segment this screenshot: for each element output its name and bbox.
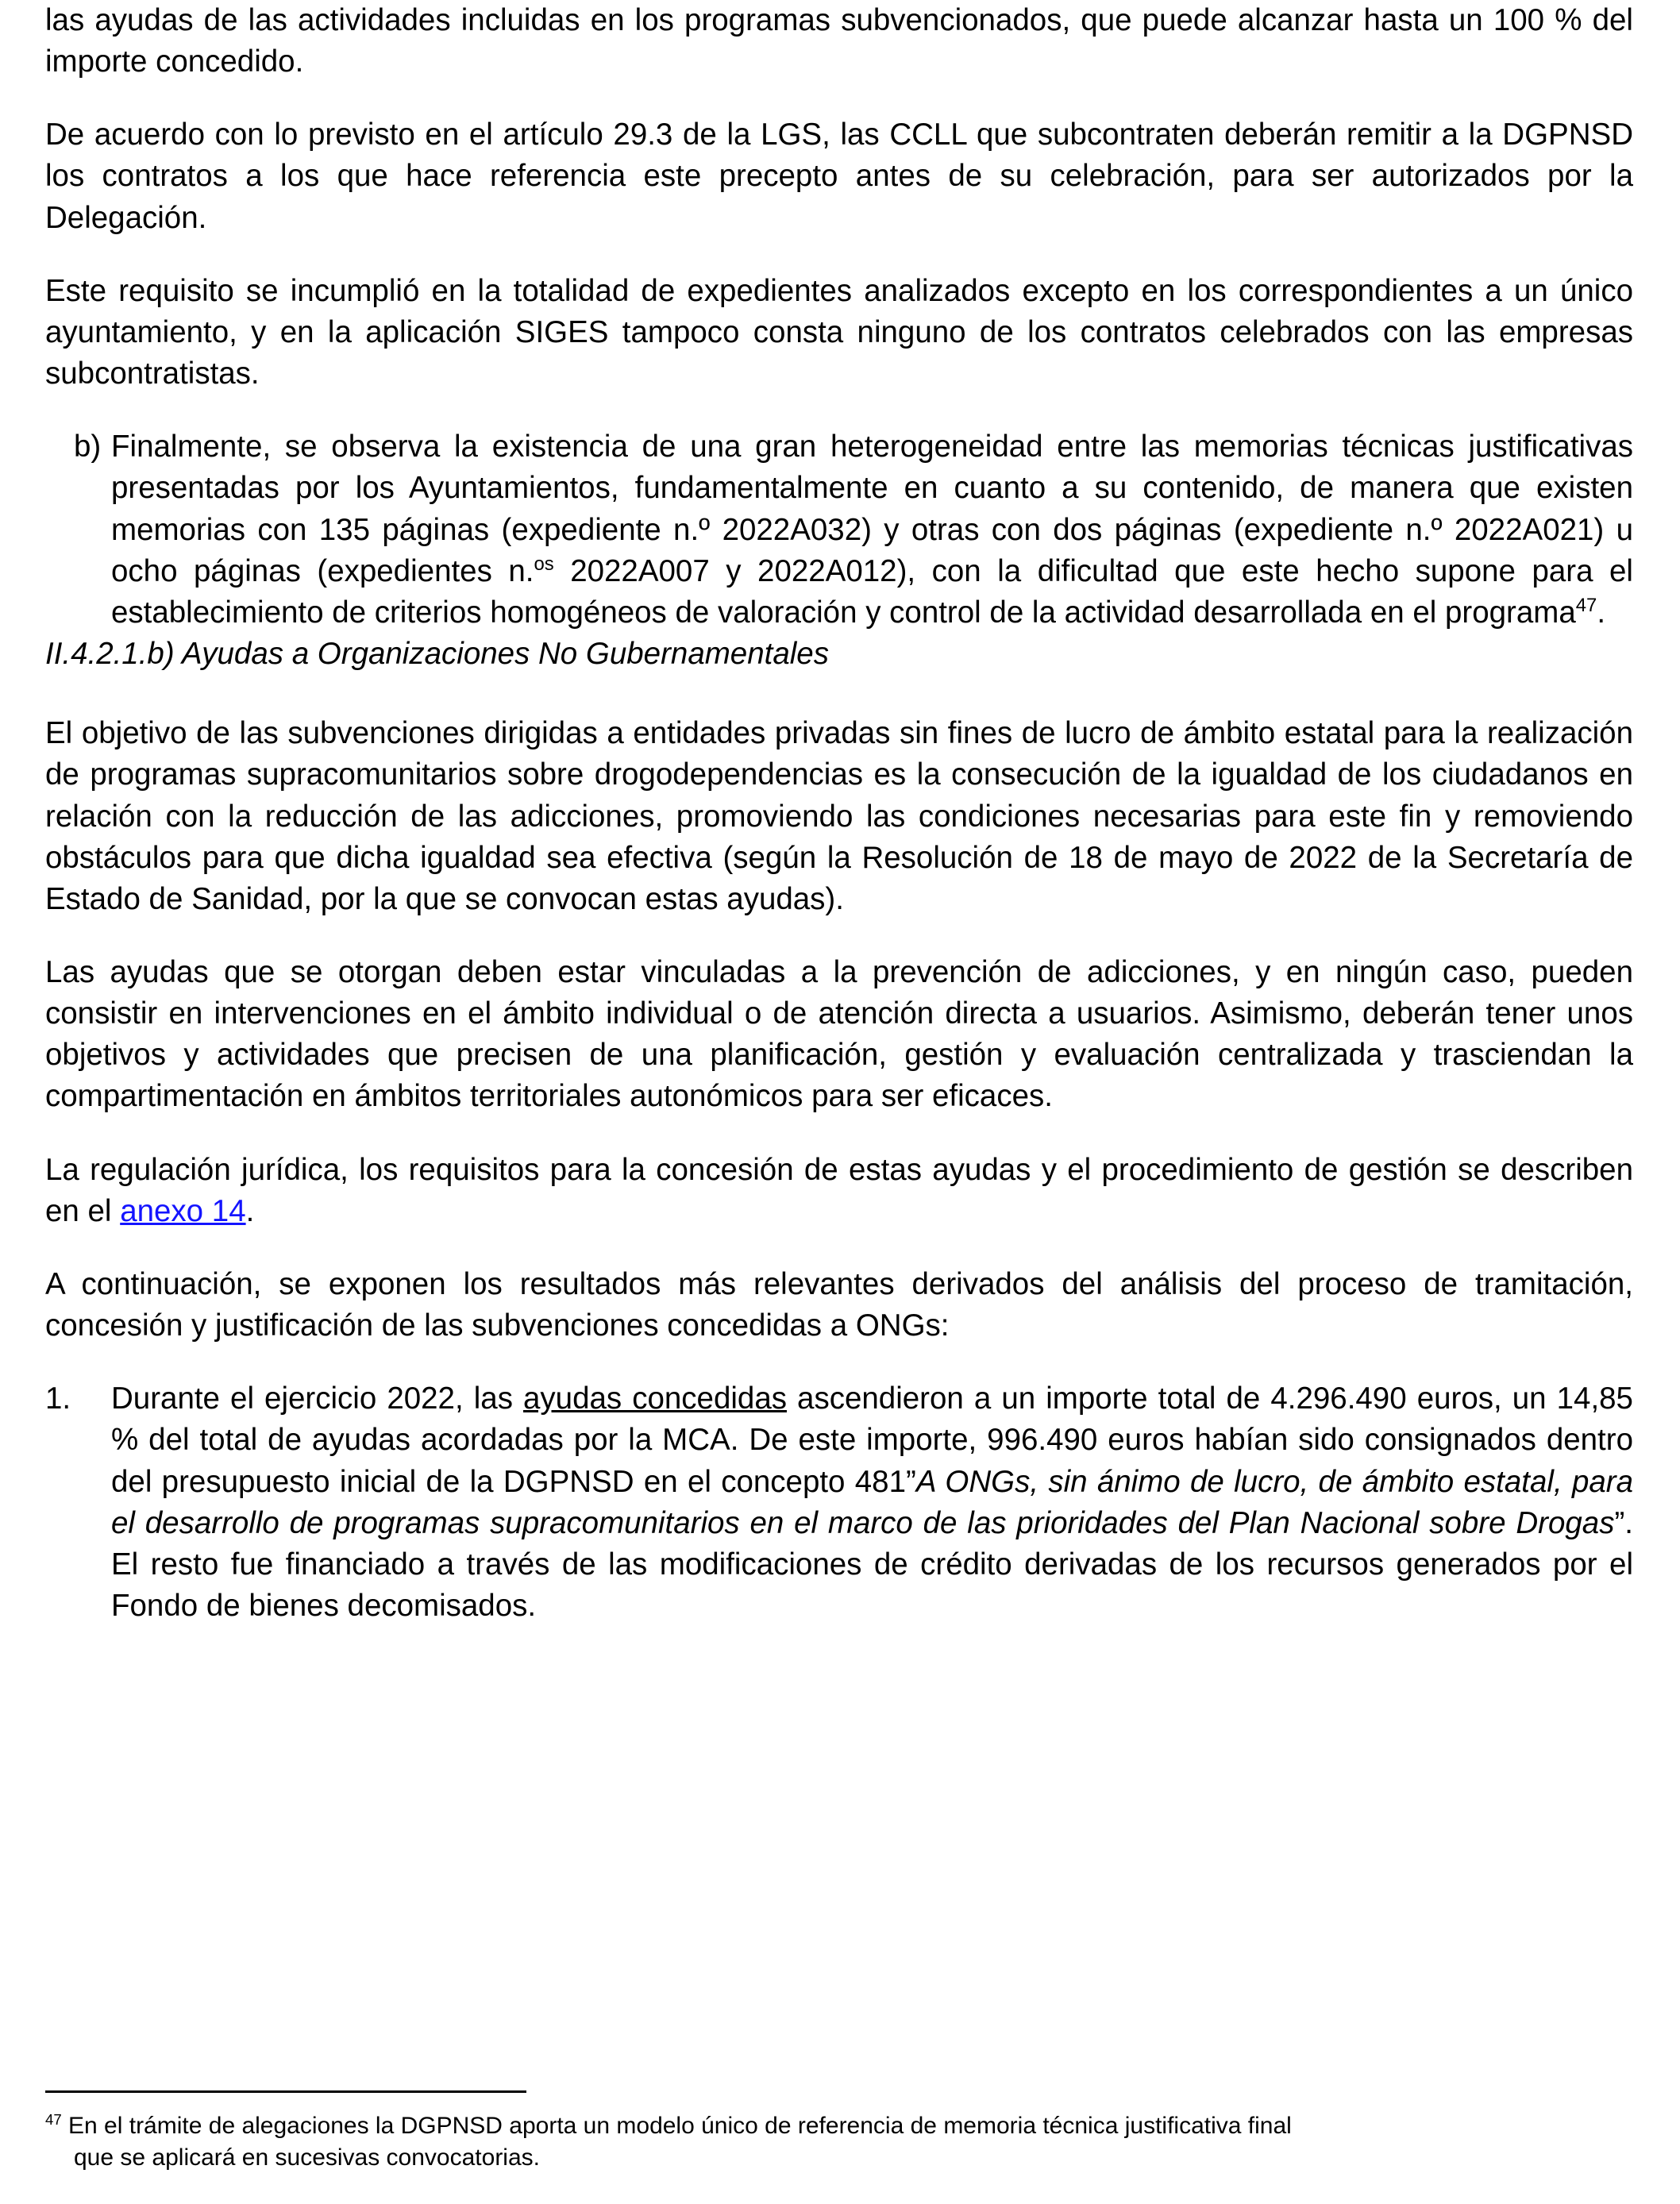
page-content — [45, 0, 1633, 1627]
footnote-47-line1: En el trámite de alegaciones la DGPNSD aporta un modelo único de referencia de memoria técnica justificativa final — [61, 2112, 1292, 2139]
list-item-1 — [45, 1378, 1633, 1627]
paragraph-requisito-incumplido: Este requisito se incumplió en la totalidad de expedientes analizados excepto en los correspondientes a un único ayuntamiento, y en la aplicación SIGES tampoco consta ninguno de los contratos celebrados con las empresas subcontratistas. — [45, 273, 1633, 391]
list-item-b-text-end: . — [1597, 595, 1606, 630]
paragraph-objetivo: El objetivo de las subvenciones dirigidas a entidades privadas sin fines de lucro de ámbito estatal para la realización de programas supracomunitarios sobre drogodependencias es la consecución de la igualdad de los ciudadanos en relación con la reducción de las adicciones, promoviendo las condiciones necesarias para este fin y removiendo obstáculos para que dicha igualdad sea efectiva (según la Resolución de 18 de mayo de 2022 de la Secretaría de Estado de Sanidad, por la que se convocan estas ayudas). — [45, 716, 1633, 916]
footnote-separator-rule — [45, 2090, 526, 2093]
footnote-47 — [45, 2110, 1633, 2142]
list-marker-1: 1. — [45, 1381, 71, 1416]
paragraph-ayudas-vinculadas: Las ayudas que se otorgan deben estar vinculadas a la prevención de adicciones, y en ningún caso, pueden consistir en intervenciones en el ámbito individual o de atención directa a usuarios. Asimismo, deberán tener unos objetivos y actividades que precisen de una planificación, gestión y evaluación centralizada y trasciendan la compartimentación en ámbitos territoriales autonómicos para ser eficaces. — [45, 954, 1633, 1114]
quote-close: ” — [1614, 1505, 1625, 1540]
footnote-reference-47: 47 — [1575, 595, 1597, 617]
superscript-os: os — [534, 553, 554, 575]
list-item-1-text-before: Durante el ejercicio 2022, las — [111, 1381, 523, 1416]
paragraph-regulacion — [45, 1150, 1633, 1232]
quote-open: ” — [906, 1464, 916, 1499]
paragraph-continuation: las ayudas de las actividades incluidas en los programas subvencionados, que puede alcanzar hasta un 100 % del importe concedido. — [45, 3, 1633, 79]
footnote-area — [45, 2090, 1633, 2174]
paragraph-articulo-29-3: De acuerdo con lo previsto en el artículo 29.3 de la LGS, las CCLL que subcontraten deberán remitir a la DGPNSD los contratos a los que hace referencia este precepto antes de su celebración, para ser autorizados por la Delegación. — [45, 118, 1633, 235]
italic-quoted-concept-481: A ONGs, sin ánimo de lucro, de ámbito estatal, para el desarrollo de programas supracomunitarios en el marco de las prioridades del Plan Nacional sobre Drogas — [111, 1464, 1633, 1540]
paragraph-continuacion-resultados: A continuación, se exponen los resultados más relevantes derivados del análisis del proceso de tramitación, concesión y justificación de las subvenciones concedidas a ONGs: — [45, 1266, 1633, 1343]
footnote-47-line2: que se aplicará en sucesivas convocatorias. — [74, 2144, 540, 2171]
anexo-14-link[interactable]: anexo 14 — [120, 1193, 246, 1228]
paragraph-regulacion-text-after: . — [245, 1193, 255, 1228]
footnote-number-47: 47 — [45, 2110, 62, 2128]
list-item-b-text-part2: 2022A007 y 2022A012), con la dificultad que este hecho supone para el establecimiento de criterios homogéneos de valoración y control de la actividad desarrollada en el programa — [111, 553, 1633, 630]
list-item-b-text-part1: Finalmente, se observa la existencia de una gran heterogeneidad entre las memorias técnicas justificativas presentadas por los Ayuntamientos, fundamentalmente en cuanto a su contenido, de manera que existen memorias con 135 páginas (expediente n.º 2022A032) y otras con dos páginas (expediente n.º 2022A021) u ocho páginas (expedientes n. — [111, 430, 1633, 588]
section-heading: II.4.2.1.b) Ayudas a Organizaciones No Gubernamentales — [45, 637, 829, 672]
underlined-ayudas-concedidas: ayudas concedidas — [523, 1381, 787, 1416]
paragraph-regulacion-text-before: La regulación jurídica, los requisitos para la concesión de estas ayudas y el procedimiento de gestión se describen en el — [45, 1152, 1633, 1228]
list-item-b — [45, 426, 1633, 634]
list-marker-b: b) — [74, 430, 102, 464]
list-item-1-text — [111, 1378, 1633, 1627]
list-item-b-text — [111, 426, 1633, 634]
list-item-1-text-end: . El resto fue financiado a través de las modificaciones de crédito derivadas de los recursos generados por el Fondo de bienes decomisados. — [111, 1505, 1633, 1623]
list-item-1-text-after: ascendieron a un importe total de 4.296.490 euros, un 14,85 % del total de ayudas acordadas por la MCA. De este importe, 996.490 euros habían sido consignados dentro del presupuesto inicial de la DGPNSD en el concepto 481 — [111, 1381, 1633, 1499]
